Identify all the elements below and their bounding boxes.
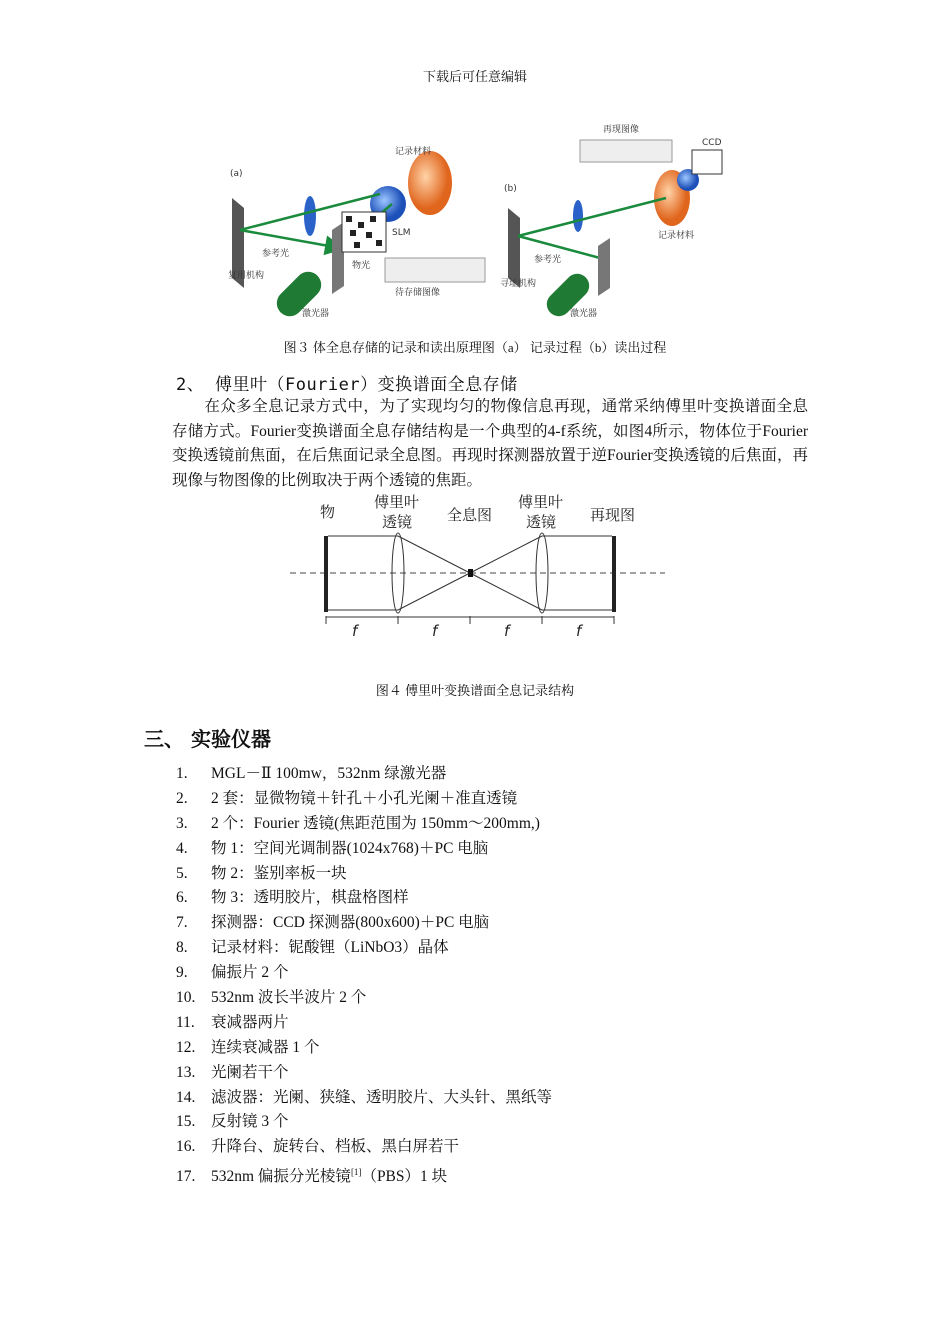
instrument-list — [176, 762, 552, 1185]
lens-a — [304, 196, 316, 236]
beam-a — [240, 230, 340, 248]
label-object: 物 — [320, 503, 336, 521]
svg-text:再现图像: 再现图像 — [603, 125, 640, 135]
svg-text:透镜: 透镜 — [382, 513, 413, 531]
svg-text:激光器: 激光器 — [570, 309, 598, 319]
list-item: 16. 升降台、旋转台、档板、黑白屏若干 — [176, 1138, 460, 1156]
figure3-diagram — [220, 118, 740, 328]
svg-text:傅里叶: 傅里叶 — [518, 493, 564, 511]
svg-text:寻址机构: 寻址机构 — [500, 279, 537, 289]
list-item: 9. 偏振片 2 个 — [176, 964, 289, 982]
list-item: 1. MGL－Ⅱ 100mw，532nm 绿激光器 — [176, 765, 447, 782]
figure4-diagram — [290, 490, 670, 640]
svg-text:f: f — [504, 622, 510, 640]
svg-text:CCD: CCD — [702, 138, 722, 148]
svg-text:激光器: 激光器 — [302, 309, 330, 319]
svg-text:复用机构: 复用机构 — [228, 271, 265, 281]
stored-images — [385, 258, 485, 282]
list-item: 15. 反射镜 3 个 — [176, 1113, 289, 1131]
svg-text:傅里叶: 傅里叶 — [374, 493, 420, 511]
page-header: 下载后可任意编辑 — [422, 69, 527, 84]
list-item: 4. 物 1：空间光调制器(1024x768)＋PC 电脑 — [176, 839, 489, 857]
list-item: 7. 探测器：CCD 探测器(800x600)＋PC 电脑 — [176, 914, 490, 932]
list-item: 17. 532nm 偏振分光棱镜[1]（PBS）1 块 — [176, 1167, 448, 1186]
svg-text:透镜: 透镜 — [526, 513, 557, 531]
record-material-a — [408, 151, 452, 215]
list-item: 2. 2 套：显微物镜＋针孔＋小孔光阑＋准直透镜 — [176, 789, 518, 807]
svg-text:记录材料: 记录材料 — [395, 147, 432, 157]
svg-text:记录材料: 记录材料 — [658, 231, 695, 241]
list-item: 5. 物 2：鉴别率板一块 — [176, 864, 347, 882]
list-item: 11. 衰减器两片 — [176, 1013, 289, 1031]
svg-text:全息图: 全息图 — [447, 506, 493, 524]
list-item: 8. 记录材料：铌酸锂（LiNbO3）晶体 — [176, 939, 449, 957]
list-item: 6. 物 3：透明胶片，棋盘格图样 — [176, 889, 409, 907]
list-item: 12. 连续衰减器 1 个 — [176, 1038, 320, 1056]
svg-text:(b): (b) — [504, 184, 517, 194]
fig3a-tag: (a) — [230, 169, 243, 179]
list-item: 3. 2 个：Fourier 透镜(焦距范围为 150mm～200mm,) — [176, 814, 540, 832]
svg-text:再现图: 再现图 — [590, 506, 636, 524]
paragraph: 在众多全息记录方式中，为了实现均匀的物像信息再现，通常采纳傅里叶变换谱面全息存储方式。Fourier变换谱面全息存储结构是一个典型的4-f系统，如图4所示，物体位于Fourier变换透镜前焦面，在后焦面记录全息图。再现时探测器放置于逆Fourier变换透镜的后焦面，再现像与物图像的比例取决于两个透镜的焦距。 — [172, 398, 808, 489]
svg-text:f: f — [576, 622, 582, 640]
svg-text:待存储图像: 待存储图像 — [395, 288, 441, 298]
section2-title: 2、 傅里叶（Fourier）变换谱面全息存储 — [176, 375, 518, 395]
list-item: 13. 光阑若干个 — [176, 1063, 289, 1081]
figure3-caption: 图３ 体全息存储的记录和读出原理图（a） 记录过程（b）读出过程 — [283, 340, 667, 355]
list-item: 14. 滤波器：光阑、狭缝、透明胶片、大头针、黑纸等 — [176, 1088, 553, 1106]
svg-text:f: f — [352, 622, 358, 640]
svg-text:参考光: 参考光 — [534, 255, 562, 265]
svg-text:参考光: 参考光 — [262, 249, 290, 259]
svg-text:SLM: SLM — [392, 228, 411, 238]
svg-text:f: f — [432, 622, 438, 640]
section3-title: 三、 实验仪器 — [144, 727, 271, 751]
svg-text:物光: 物光 — [352, 261, 371, 271]
list-item: 10. 532nm 波长半波片 2 个 — [176, 989, 367, 1007]
figure4-caption: 图４ 傅里叶变换谱面全息记录结构 — [375, 683, 575, 698]
